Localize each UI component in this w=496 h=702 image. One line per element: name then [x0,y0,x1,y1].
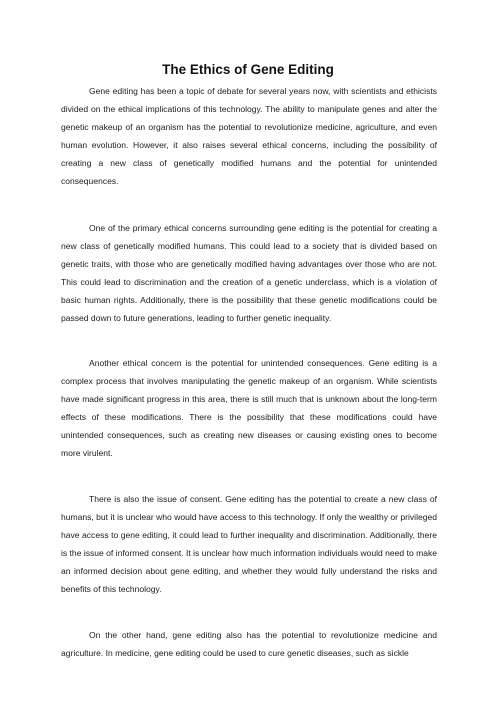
paragraph-3: Another ethical concern is the potential for unintended consequences. Gene editing is a complex process that involves manipulating the genetic makeup of an organism. While scientists have made significant progress in this area, there is still much that is unknown about the long-term effects of these modifications. There is the possibility that these modifications could have unintended consequences, such as creating new diseases or causing existing ones to become more virulent. [61,358,437,459]
paragraph-5: On the other hand, gene editing also has the potential to revolutionize medicine and agriculture. In medicine, gene editing could be used to cure genetic diseases, such as sickle [61,630,437,659]
document-title: The Ethics of Gene Editing [162,62,334,77]
paragraph-2: One of the primary ethical concerns surrounding gene editing is the potential for creating a new class of genetically modified humans. This could lead to a society that is divided based on genetic traits, with those who are genetically modified having advantages over those who are not. This could lead to discrimination and the creation of a genetic underclass, which is a violation of basic human rights. Additionally, there is the possibility that these genetic modifications could be passed down to future generations, leading to further genetic inequality. [61,223,437,324]
paragraph-4: There is also the issue of consent. Gene editing has the potential to create a new class of humans, but it is unclear who would have access to this technology. If only the wealthy or privileged have access to gene editing, it could lead to further inequality and discrimination. Additionally, there is the issue of informed consent. It is unclear how much information individuals would need to make an informed decision about gene editing, and whether they would fully understand the risks and benefits of this technology. [61,494,437,595]
paragraph-1: Gene editing has been a topic of debate for several years now, with scientists and ethicists divided on the ethical implications of this technology. The ability to manipulate genes and alter the genetic makeup of an organism has the potential to revolutionize medicine, agriculture, and even human evolution. However, it also raises several ethical concerns, including the possibility of creating a new class of genetically modified humans and the potential for unintended consequences. [61,86,437,187]
